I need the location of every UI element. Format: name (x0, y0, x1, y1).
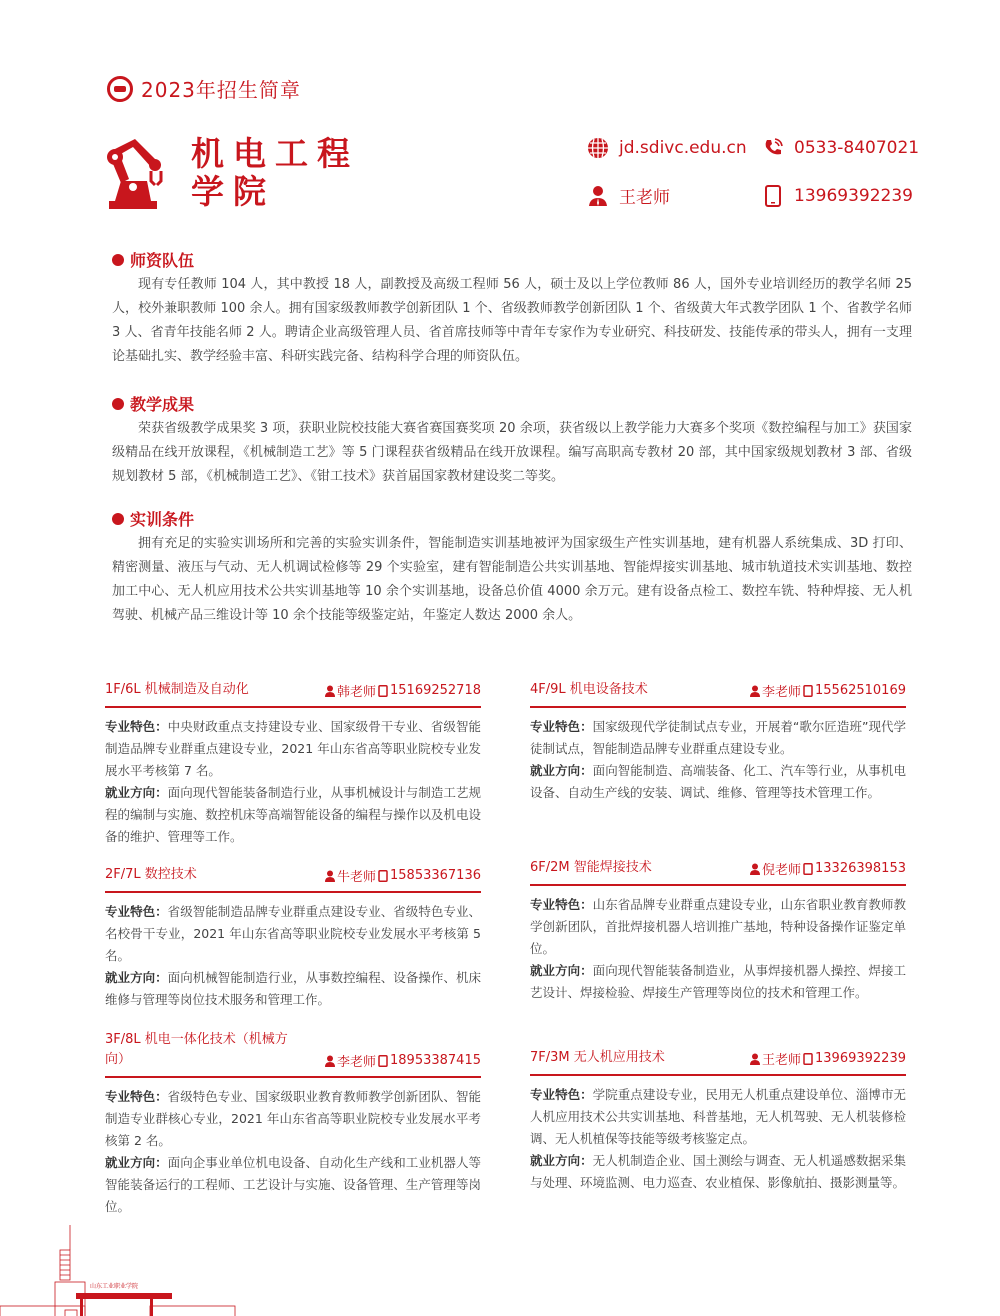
major-card (530, 858, 906, 1004)
college-heading (105, 135, 359, 211)
career-label: 就业方向： (530, 1153, 593, 1168)
mobile-phone-icon (802, 863, 814, 875)
teacher-phone[interactable]: 15853367136 (390, 868, 481, 883)
major-name: 6F/2M 智能焊接技术 (530, 860, 652, 875)
person-icon (324, 1055, 336, 1067)
career-label: 就业方向： (105, 970, 168, 985)
major-career (530, 960, 906, 1004)
major-feature (105, 901, 481, 967)
feature-label: 专业特色： (105, 904, 168, 919)
feature-text: 学院重点建设专业，民用无人机重点建设单位、淄博市无人机应用技术公共实训基地、科普基地，无人机驾驶、无人机装修检调、无人机植保等技能等级考核鉴定点。 (530, 1087, 906, 1146)
major-name: 1F/6L 机械制造及自动化 (105, 682, 249, 697)
major-feature (105, 716, 481, 782)
major-contact (324, 1051, 481, 1070)
person-icon (749, 685, 761, 697)
bullet-icon (112, 513, 124, 525)
globe-icon (587, 137, 609, 159)
mobile-phone-icon (802, 685, 814, 697)
mobile-text: 13969392239 (794, 185, 913, 206)
bullet-icon (112, 254, 124, 266)
major-contact (324, 681, 481, 700)
section-achievements (112, 392, 912, 489)
person-icon (749, 863, 761, 875)
teacher-phone[interactable]: 13969392239 (815, 1051, 906, 1066)
major-card (105, 1030, 481, 1218)
major-name: 2F/7L 数控技术 (105, 867, 197, 882)
major-contact (324, 866, 481, 885)
phone-icon (762, 137, 784, 159)
teacher-phone[interactable]: 15562510169 (815, 683, 906, 698)
section-body: 拥有充足的实验实训场所和完善的实验实训条件，智能制造实训基地被评为国家级生产性实训基地，建有机器人系统集成、3D 打印、精密测量、液压与气动、无人机调试检修等 29 个实验室，建有智能制造公共实训基地、智能焊接实训基地、城市轨道技术实训基地、数控加工中心、无人机应用技术公共实训基地等 10 余个实训基地，设备总价值 4000 余万元。建有设备点检工、数控车铣、特种焊接、无人机驾驶、机械产品三维设计等 10 余个技能等级鉴定站，年鉴定人数达 2000 余人。 (112, 536, 912, 623)
school-logo-icon (107, 76, 133, 102)
major-name: 7F/3M 无人机应用技术 (530, 1050, 665, 1065)
website-text: jd.sdivc.edu.cn (619, 138, 747, 158)
major-header (530, 1048, 906, 1076)
teacher-phone[interactable]: 13326398153 (815, 861, 906, 876)
major-header (105, 680, 481, 708)
major-header (105, 1030, 481, 1078)
college-name-line1: 机电工程 (191, 134, 359, 173)
major-contact (749, 859, 906, 878)
major-name: 3F/8L 机电一体化技术（机械方向） (105, 1032, 288, 1067)
teacher-phone[interactable]: 15169252718 (390, 683, 481, 698)
person-icon (587, 185, 609, 207)
teacher-name: 李老师 (337, 1055, 377, 1070)
career-label: 就业方向： (105, 1155, 168, 1170)
career-label: 就业方向： (530, 963, 593, 978)
section-title: 师资队伍 (130, 251, 195, 270)
major-feature (530, 894, 906, 960)
website-link[interactable] (587, 137, 762, 159)
mobile-phone-icon (802, 1053, 814, 1065)
person-icon (749, 1053, 761, 1065)
career-text: 面向企事业单位机电设备、自动化生产线和工业机器人等智能装备运行的工程师、工艺设计与实施、设备管理、生产管理等岗位。 (105, 1155, 481, 1214)
career-label: 就业方向： (530, 763, 593, 778)
career-label: 就业方向： (105, 785, 168, 800)
feature-text: 国家级现代学徒制试点专业，开展着“歌尔匠造班”现代学徒制试点，智能制造品牌专业群重点建设专业。 (530, 719, 906, 756)
major-header (530, 858, 906, 886)
teacher-name: 倪老师 (762, 863, 802, 878)
major-career (530, 760, 906, 804)
section-title: 实训条件 (130, 510, 195, 529)
teacher-phone[interactable]: 18953387415 (390, 1053, 481, 1068)
telephone-link[interactable] (762, 137, 920, 159)
teacher-name: 王老师 (762, 1053, 802, 1068)
section-faculty (112, 248, 912, 369)
major-header (105, 865, 481, 893)
college-name-line2: 学院 (191, 172, 275, 211)
teacher-name: 韩老师 (337, 685, 377, 700)
campus-gate-illustration (0, 1200, 240, 1316)
feature-label: 专业特色： (530, 719, 593, 734)
major-contact (749, 1049, 906, 1068)
major-card (105, 680, 481, 848)
mobile-link[interactable] (762, 183, 917, 208)
contact-person (587, 183, 762, 208)
career-text: 面向机械智能制造行业，从事数控编程、设备操作、机床维修与管理等岗位技术服务和管理工作。 (105, 970, 481, 1007)
major-career (105, 967, 481, 1011)
feature-text: 省级智能制造品牌专业群重点建设专业、省级特色专业、名校骨干专业，2021 年山东省高等职业院校专业发展水平考核第 5 名。 (105, 904, 481, 963)
major-header (530, 680, 906, 708)
feature-label: 专业特色： (530, 897, 593, 912)
major-career (530, 1150, 906, 1194)
major-contact (749, 681, 906, 700)
section-body: 现有专任教师 104 人，其中教授 18 人，副教授及高级工程师 56 人，硕士及以上学位教师 86 人，国外专业培训经历的教学名师 25 人，校外兼职教师 100 余人。拥有国家级教师教学创新团队 1 个、省级教师教学创新团队 1 个、省级黄大年式教学团队 1 个、省教学名师 3 人、省青年技能名师 2 人。聘请企业高级管理人员、省首席技师等中青年专家作为专业研究、科技研发、技能传承的带头人，拥有一支理论基础扎实、教学经验丰富、科研实践完备、结构科学合理的师资队伍。 (112, 277, 912, 364)
mobile-phone-icon (377, 1055, 389, 1067)
major-card (530, 1048, 906, 1194)
feature-text: 山东省品牌专业群重点建设专业，山东省职业教育教师教学创新团队，首批焊接机器人培训推广基地，特种设备操作证鉴定单位。 (530, 897, 906, 956)
major-card (105, 865, 481, 1011)
section-training (112, 507, 912, 628)
major-feature (105, 1086, 481, 1152)
career-text: 面向现代智能装备制造行业，从事机械设计与制造工艺规程的编制与实施、数控机床等高端智能设备的编程与操作以及机电设备的维护、管理等工作。 (105, 785, 481, 844)
mobile-phone-icon (762, 185, 784, 207)
career-text: 面向现代智能装备制造业，从事焊接机器人操控、焊接工艺设计、焊接检验、焊接生产管理等岗位的技术和管理工作。 (530, 963, 906, 1000)
teacher-name: 牛老师 (337, 870, 377, 885)
section-body: 荣获省级教学成果奖 3 项，获职业院校技能大赛省赛国赛奖项 20 余项，获省级以上教学能力大赛多个奖项《数控编程与加工》获国家级精品在线开放课程，《机械制造工艺》等 5 门课程获省级精品在线开放课程。编写高职高专教材 20 部，其中国家级规划教材 3 部、省级规划教材 5 部，《机械制造工艺》、《钳工技术》获首届国家教材建设奖二等奖。 (112, 421, 912, 484)
feature-label: 专业特色： (105, 1089, 168, 1104)
major-feature (530, 716, 906, 760)
feature-text: 中央财政重点支持建设专业、国家级骨干专业、省级智能制造品牌专业群重点建设专业，2021 年山东省高等职业院校专业发展水平考核第 7 名。 (105, 719, 481, 778)
teacher-name: 李老师 (762, 685, 802, 700)
career-text: 无人机制造企业、国土测绘与调查、无人机遥感数据采集与处理、环境监测、电力巡查、农业植保、影像航拍、摄影测量等。 (530, 1153, 906, 1190)
brochure-title: 2023年招生简章 (141, 78, 301, 102)
section-title: 教学成果 (130, 395, 195, 414)
person-icon (324, 685, 336, 697)
brochure-header (107, 74, 301, 103)
contact-person-text: 王老师 (619, 188, 670, 208)
feature-text: 省级特色专业、国家级职业教育教师教学创新团队、智能制造专业群核心专业，2021 年山东省高等职业院校专业发展水平考核第 2 名。 (105, 1089, 481, 1148)
major-career (105, 782, 481, 848)
feature-label: 专业特色： (105, 719, 168, 734)
career-text: 面向智能制造、高端装备、化工、汽车等行业，从事机电设备、自动生产线的安装、调试、维修、管理等技术管理工作。 (530, 763, 906, 800)
contact-block (587, 137, 920, 208)
gate-sign: 山东工业职业学院 (90, 1283, 139, 1290)
major-feature (530, 1084, 906, 1150)
feature-label: 专业特色： (530, 1087, 593, 1102)
bullet-icon (112, 398, 124, 410)
major-name: 4F/9L 机电设备技术 (530, 682, 648, 697)
robot-arm-icon (105, 135, 173, 211)
mobile-phone-icon (377, 870, 389, 882)
person-icon (324, 870, 336, 882)
telephone-text: 0533-8407021 (794, 138, 920, 158)
mobile-phone-icon (377, 685, 389, 697)
major-card (530, 680, 906, 804)
